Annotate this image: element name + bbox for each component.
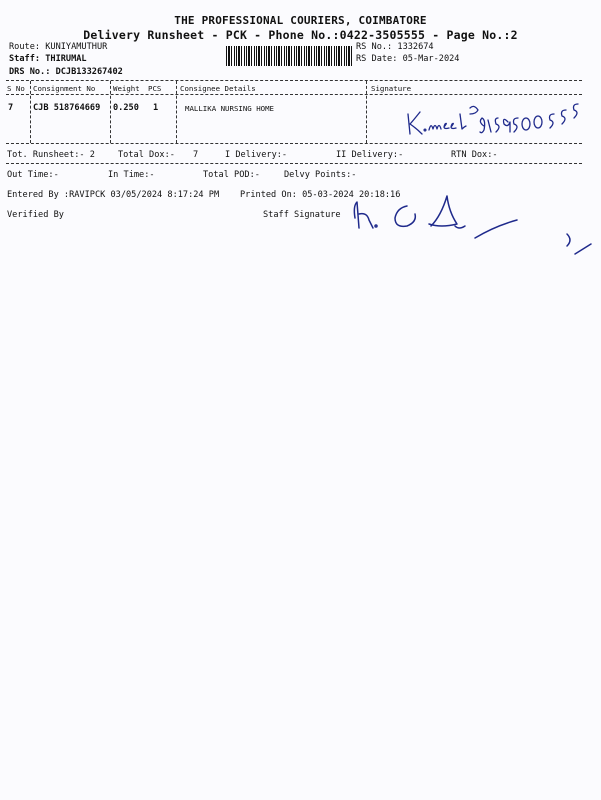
rtn-dox: RTN Dox:- — [451, 150, 498, 160]
total-dox-value: 7 — [193, 150, 199, 160]
header-consignee: Consignee Details — [180, 84, 256, 93]
delvy-points: Delvy Points:- — [284, 170, 357, 180]
rs-number: RS No.: 1332674 — [356, 42, 434, 52]
cell-consignment: CJB 518764669 — [33, 103, 101, 113]
cell-weight: 0.250 — [113, 103, 139, 113]
staff-signature-label: Staff Signature — [263, 210, 341, 220]
runsheet-subtitle: Delivery Runsheet - PCK - Phone No.:0422-3505555 - Page No.:2 — [83, 28, 518, 42]
header-sno: S No — [7, 84, 25, 93]
ii-delivery: II Delivery:- — [336, 150, 404, 160]
table-header-rule — [6, 94, 582, 95]
drs-number: DRS No.: DCJB133267402 — [9, 67, 123, 77]
in-time: In Time:- — [108, 170, 155, 180]
total-dox-label: Total Dox:- — [118, 150, 175, 160]
cell-pcs: 1 — [153, 103, 159, 113]
table-top-rule — [6, 80, 582, 81]
total-runsheet: Tot. Runsheet:- 2 — [7, 150, 95, 160]
route-label: Route: KUNIYAMUTHUR — [9, 42, 108, 52]
staff-signature — [345, 186, 595, 256]
header-signature: Signature — [371, 84, 412, 93]
header-consignment: Consignment No — [33, 84, 96, 93]
out-time: Out Time:- — [7, 170, 59, 180]
header-pcs: PCS — [148, 84, 162, 93]
staff-label: Staff: THIRUMAL — [9, 54, 87, 64]
i-delivery: I Delivery:- — [225, 150, 288, 160]
total-pod: Total POD:- — [203, 170, 260, 180]
entered-by: Entered By :RAVIPCK 03/05/2024 8:17:24 PM — [7, 190, 220, 200]
company-title: THE PROFESSIONAL COURIERS, COIMBATORE — [174, 14, 427, 27]
cell-consignee: MALLIKA NURSING HOME — [185, 104, 274, 113]
header-weight: Weight — [113, 84, 140, 93]
barcode — [226, 46, 352, 66]
recipient-signature — [398, 100, 590, 140]
column-divider — [176, 81, 177, 143]
rs-date: RS Date: 05-Mar-2024 — [356, 54, 460, 64]
totals-rule — [6, 163, 582, 164]
table-bottom-rule — [6, 143, 582, 144]
verified-by: Verified By — [7, 210, 64, 220]
column-divider — [30, 81, 31, 143]
column-divider — [366, 81, 367, 143]
column-divider — [110, 81, 111, 143]
printed-on: Printed On: 05-03-2024 20:18:16 — [240, 190, 401, 200]
cell-sno: 7 — [8, 103, 14, 113]
